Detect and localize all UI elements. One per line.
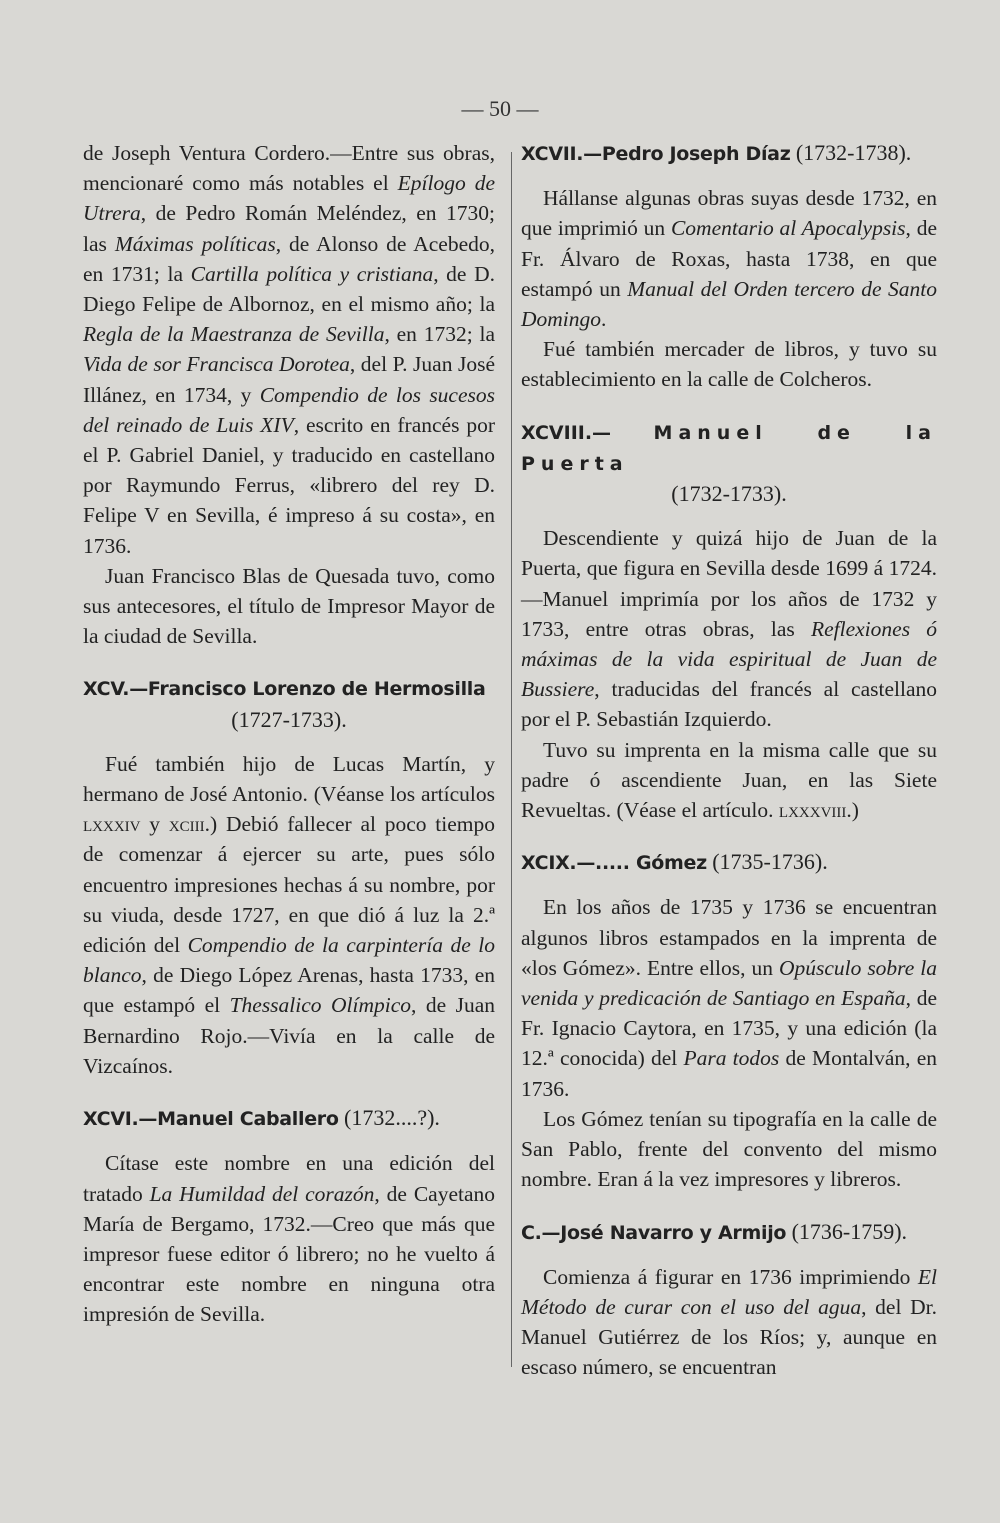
section-dates-xcviii: (1732-1733).	[671, 481, 787, 507]
paragraph-cordero: de Joseph Ventura Cordero.—Entre sus obras, mencionaré como más notables el Epílogo de Utrera, de Pedro Román Meléndez, en 1730; las Máximas políticas, de Alonso de Acebedo, en 1731; la Cartilla política y cristiana, de D. Diego Felipe de Albornoz, en el mismo año; la Regla de la Maestranza de Sevilla, en 1732; la Vida de sor Francisca Dorotea, del P. Juan José Illánez, en 1734, y Compendio de los sucesos del reinado de Luis XIV, escrito en francés por el P. Gabriel Daniel, y traducido en castellano por Raymundo Ferrus, «librero del rey D. Felipe V en Sevilla, é impreso á su costa», en 1736.	[83, 141, 496, 558]
section-heading-xcvii: XCVII.—Pedro Joseph Díaz (1732-1738).	[521, 140, 912, 165]
paragraph-xcvii: Hállanse algunas obras suyas desde 1732, en que imprimió un Comentario al Apocalypsis, de Fr. Álvaro de Roxas, hasta 1738, en que estampó un Manual del Orden tercero de Santo Domingo.	[521, 186, 938, 332]
section-heading-c: C.—José Navarro y Armijo (1736-1759).	[521, 1218, 908, 1244]
right-column	[521, 138, 937, 1383]
page-number: — 50 —	[461, 96, 539, 121]
paragraph-xcv: Fué también hijo de Lucas Martín, y hermano de José Antonio. (Véanse los artículos lxxxiv y xciii.) Debió fallecer al poco tiempo de comenzar á ejercer su arte, pues sólo encuentro impresiones hechas á su nombre, por su viuda, desde 1727, en que dió á luz la 2.ª edición del Compendio de la carpintería de lo blanco, de Diego López Arenas, hasta 1733, en que estampó el Thessalico Olímpico, de Juan Bernardino Rojo.—Vivía en la calle de Vizcaínos.	[83, 751, 496, 1078]
section-heading-xcix: XCIX.—..... Gómez (1735-1736).	[521, 849, 828, 875]
section-heading-xcviii: XCVIII.— Manuel de la Puerta	[521, 421, 938, 475]
paragraph-xcviii-2: Tuvo su imprenta en la misma calle que su padre ó ascendiente Juan, en las Siete Revueltas. (Véase el artículo. lxxxviii.)	[521, 737, 937, 823]
paragraph-xcix-2: Los Gómez tenían su tipografía en la calle de San Pablo, frente del convento del mismo nombre. Eran á la vez impresores y libreros.	[521, 1106, 937, 1192]
section-heading-xcv: XCV.—Francisco Lorenzo de Hermosilla	[83, 678, 486, 701]
paragraph-c: Comienza á figurar en 1736 imprimiendo El Método de curar con el uso del agua, del Dr. Manuel Gutiérrez de los Ríos; y, aunque en escaso número, se encuentran	[521, 1264, 937, 1380]
paragraph-quesada: Juan Francisco Blas de Quesada tuvo, como sus antecesores, el título de Impresor Mayor de la ciudad de Sevilla.	[83, 563, 495, 649]
column-divider	[511, 152, 512, 1367]
paragraph-xcvi: Cítase este nombre en una edición del tratado La Humildad del corazón, de Cayetano María de Bergamo, 1732.—Creo que más que impresor fuese editor ó librero; no he vuelto á encontrar este nombre en ninguna otra impresión de Sevilla.	[83, 1151, 496, 1327]
paragraph-xcvii-2: Fué también mercader de libros, y tuvo su establecimiento en la calle de Colcheros.	[521, 337, 937, 392]
section-dates-xcv: (1727-1733).	[231, 706, 347, 732]
paragraph-xcix: En los años de 1735 y 1736 se encuentran algunos libros estampados en la imprenta de «los Gómez». Entre ellos, un Opúsculo sobre la venida y predicación de Santiago en España, de Fr. Ignacio Caytora, en 1735, y una edición (la 12.ª conocida) del Para todos de Montalván, en 1736.	[521, 895, 938, 1101]
section-heading-xcvi: XCVI.—Manuel Caballero (1732....?).	[83, 1105, 440, 1131]
paragraph-xcviii: Descendiente y quizá hijo de Juan de la Puerta, que figura en Sevilla desde 1699 á 1724.—Manuel imprimía por los años de 1732 y 1733, entre otras obras, las Reflexiones ó máximas de la vida espiritual de Juan de Bussiere, traducidas del francés al castellano por el P. Sebastián Izquierdo.	[521, 526, 938, 732]
left-column	[83, 138, 495, 1330]
